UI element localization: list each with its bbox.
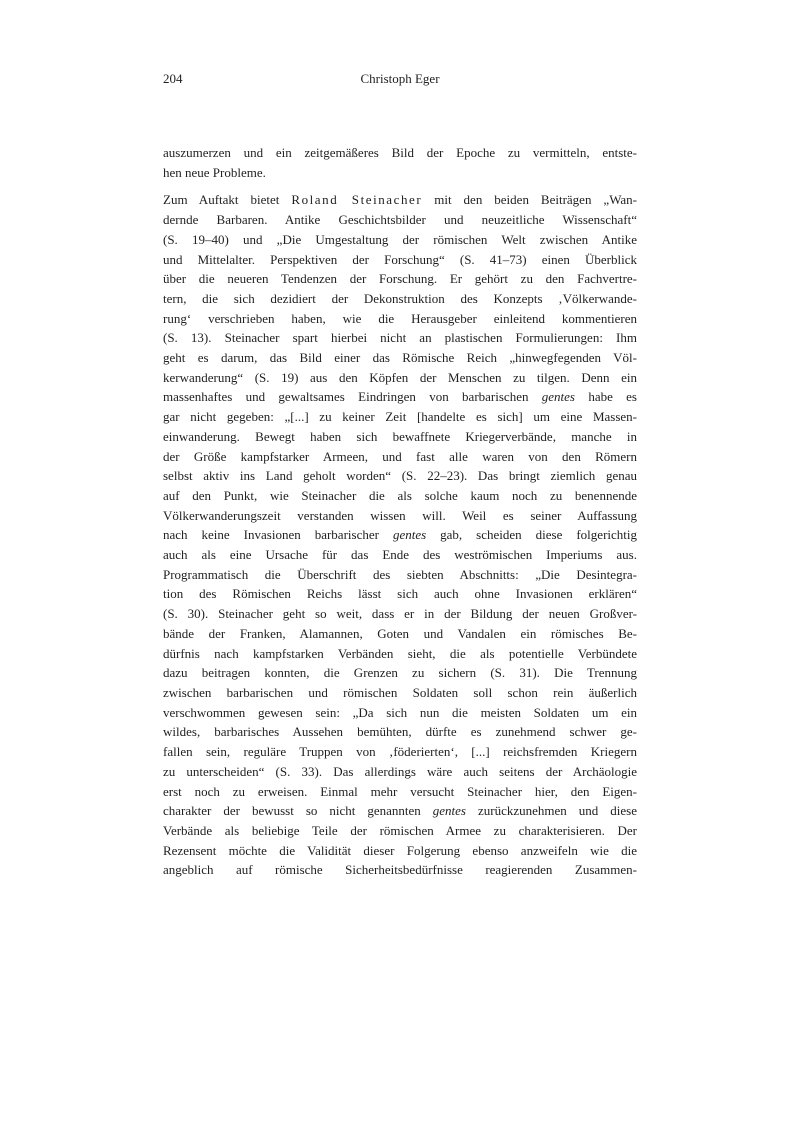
text-line bbox=[163, 427, 637, 447]
text-line bbox=[163, 644, 637, 664]
text-segment: (S. 13). Steinacher spart hierbei nicht an plastischen Formulierungen: Ihm bbox=[163, 330, 637, 346]
text-line bbox=[163, 368, 637, 388]
text-line bbox=[163, 250, 637, 270]
text-segment: geht es darum, das Bild einer das Römische Reich „hinwegfegenden Völ- bbox=[163, 350, 637, 366]
text-segment: Programmatisch die Überschrift des siebten Abschnitts: „Die Desintegra- bbox=[163, 566, 637, 582]
text-segment: Rezensent möchte die Validität dieser Folgerung ebenso anzweifeln wie die bbox=[163, 842, 637, 858]
text-line bbox=[163, 525, 637, 545]
italic-term: gentes bbox=[432, 803, 466, 819]
text-segment: selbst aktiv ins Land geholt worden“ (S. 22–23). Das bringt ziemlich genau bbox=[163, 468, 637, 484]
text-segment: auch als eine Ursache für das Ende des weströmischen Imperiums aus. bbox=[163, 547, 637, 563]
text-segment: einwanderung. Bewegt haben sich bewaffnete Kriegerverbände, manche in bbox=[163, 428, 637, 444]
text-line bbox=[163, 584, 637, 604]
text-line bbox=[163, 565, 637, 585]
text-line bbox=[163, 683, 637, 703]
text-segment: der Größe kampfstarker Armeen, und fast alle waren von den Römern bbox=[163, 448, 637, 464]
text-line bbox=[163, 348, 637, 368]
text-segment: rung‘ verschrieben haben, wie die Herausgeber einleitend kommentieren bbox=[163, 310, 637, 326]
paragraph bbox=[163, 190, 637, 880]
text-segment: mit den beiden Beiträgen „Wan- bbox=[422, 192, 638, 208]
text-segment: auszumerzen und ein zeitgemäßeres Bild der Epoche zu vermitteln, entste- bbox=[163, 145, 637, 160]
text-segment: auf den Punkt, wie Steinacher die als solche kaum noch zu benennende bbox=[163, 487, 637, 503]
italic-term: gentes bbox=[392, 527, 427, 543]
running-title: Christoph Eger bbox=[360, 71, 440, 86]
text-segment: Völkerwanderungszeit verstanden wissen will. Weil es seiner Auffassung bbox=[163, 507, 637, 523]
text-segment: und Mittelalter. Perspektiven der Forschung“ (S. 41–73) einen Überblick bbox=[163, 251, 637, 267]
text-line bbox=[163, 742, 637, 762]
text-line bbox=[163, 486, 637, 506]
text-segment: gar nicht gegeben: „[...] zu keiner Zeit [handelte es sich] um eine Massen- bbox=[163, 409, 637, 425]
text-line bbox=[163, 821, 637, 841]
text-segment: dernde Barbaren. Antike Geschichtsbilder und neuzeitliche Wissenschaft“ bbox=[163, 212, 637, 228]
text-line bbox=[163, 545, 637, 565]
text-line bbox=[163, 722, 637, 742]
text-segment: nach keine Invasionen barbarischer bbox=[163, 527, 393, 543]
text-line bbox=[163, 210, 637, 230]
text-segment: bände der Franken, Alamannen, Goten und Vandalen ein römisches Be- bbox=[163, 625, 637, 641]
text-line bbox=[163, 190, 637, 210]
text-segment: über die neueren Tendenzen der Forschung. Er gehört zu den Fachvertre- bbox=[163, 271, 637, 287]
text-segment: massenhaftes und gewaltsames Eindringen von barbarischen bbox=[163, 389, 542, 405]
text-segment: zurückzunehmen und diese bbox=[466, 803, 637, 819]
italic-term: gentes bbox=[541, 389, 575, 405]
text-segment: zwischen barbarischen und römischen Soldaten soll schon rein äußerlich bbox=[163, 684, 637, 700]
text-line bbox=[163, 230, 637, 250]
text-segment: tern, die sich dezidiert der Dekonstruktion des Konzepts ‚Völkerwande- bbox=[163, 290, 637, 306]
text-line bbox=[163, 143, 637, 163]
text-line bbox=[163, 860, 637, 880]
text-segment: (S. 19–40) und „Die Umgestaltung der römischen Welt zwischen Antike bbox=[163, 231, 637, 247]
text-line bbox=[163, 387, 637, 407]
text-segment: zu unterscheiden“ (S. 33). Das allerdings wäre auch seitens der Archäologie bbox=[163, 763, 637, 779]
page-number: 204 bbox=[163, 71, 183, 86]
text-line bbox=[163, 506, 637, 526]
text-segment: Verbände als beliebige Teile der römischen Armee zu charakterisieren. Der bbox=[163, 822, 637, 838]
text-segment: dazu beitragen konnten, die Grenzen zu sichern (S. 31). Die Trennung bbox=[163, 665, 637, 681]
text-segment: hen neue Probleme. bbox=[163, 164, 266, 180]
text-segment: dürfnis nach kampfstarken Verbänden sieht, die als potentielle Verbündete bbox=[163, 645, 637, 661]
text-segment: erst noch zu erweisen. Einmal mehr versucht Steinacher hier, den Eigen- bbox=[163, 783, 637, 799]
text-line bbox=[163, 801, 637, 821]
text-segment: wildes, barbarisches Aussehen bemühten, dürfte es zunehmend schwer ge- bbox=[163, 724, 637, 740]
body-text bbox=[163, 143, 637, 880]
text-segment: verschwommen gewesen sein: „Da sich nun die meisten Soldaten um ein bbox=[163, 704, 637, 720]
text-segment: habe es bbox=[575, 389, 637, 405]
emphasized-name: Roland Steinacher bbox=[291, 192, 423, 208]
running-header bbox=[163, 71, 637, 89]
text-line bbox=[163, 782, 637, 802]
text-segment: (S. 30). Steinacher geht so weit, dass er in der Bildung der neuen Großver- bbox=[163, 606, 637, 622]
text-line bbox=[163, 163, 637, 183]
text-line bbox=[163, 447, 637, 467]
text-line bbox=[163, 309, 637, 329]
text-segment: gab, scheiden diese folgerichtig bbox=[426, 527, 637, 543]
text-line bbox=[163, 841, 637, 861]
text-line bbox=[163, 604, 637, 624]
text-segment: charakter der bewusst so nicht genannten bbox=[163, 803, 433, 819]
text-segment: fallen sein, reguläre Truppen von ‚föderierten‘, [...] reichsfremden Kriegern bbox=[163, 744, 637, 760]
text-line bbox=[163, 624, 637, 644]
text-line bbox=[163, 328, 637, 348]
text-line bbox=[163, 663, 637, 683]
text-line bbox=[163, 466, 637, 486]
text-segment: kerwanderung“ (S. 19) aus den Köpfen der Menschen zu tilgen. Denn ein bbox=[163, 369, 637, 385]
text-line bbox=[163, 269, 637, 289]
text-line bbox=[163, 289, 637, 309]
text-line bbox=[163, 703, 637, 723]
text-line bbox=[163, 762, 637, 782]
text-segment: tion des Römischen Reichs lässt sich auch ohne Invasionen erklären“ bbox=[163, 586, 637, 602]
paragraph bbox=[163, 143, 637, 182]
text-line bbox=[163, 407, 637, 427]
text-segment: angeblich auf römische Sicherheitsbedürfnisse reagierenden Zusammen- bbox=[163, 862, 637, 878]
text-segment: Zum Auftakt bietet bbox=[163, 192, 292, 208]
